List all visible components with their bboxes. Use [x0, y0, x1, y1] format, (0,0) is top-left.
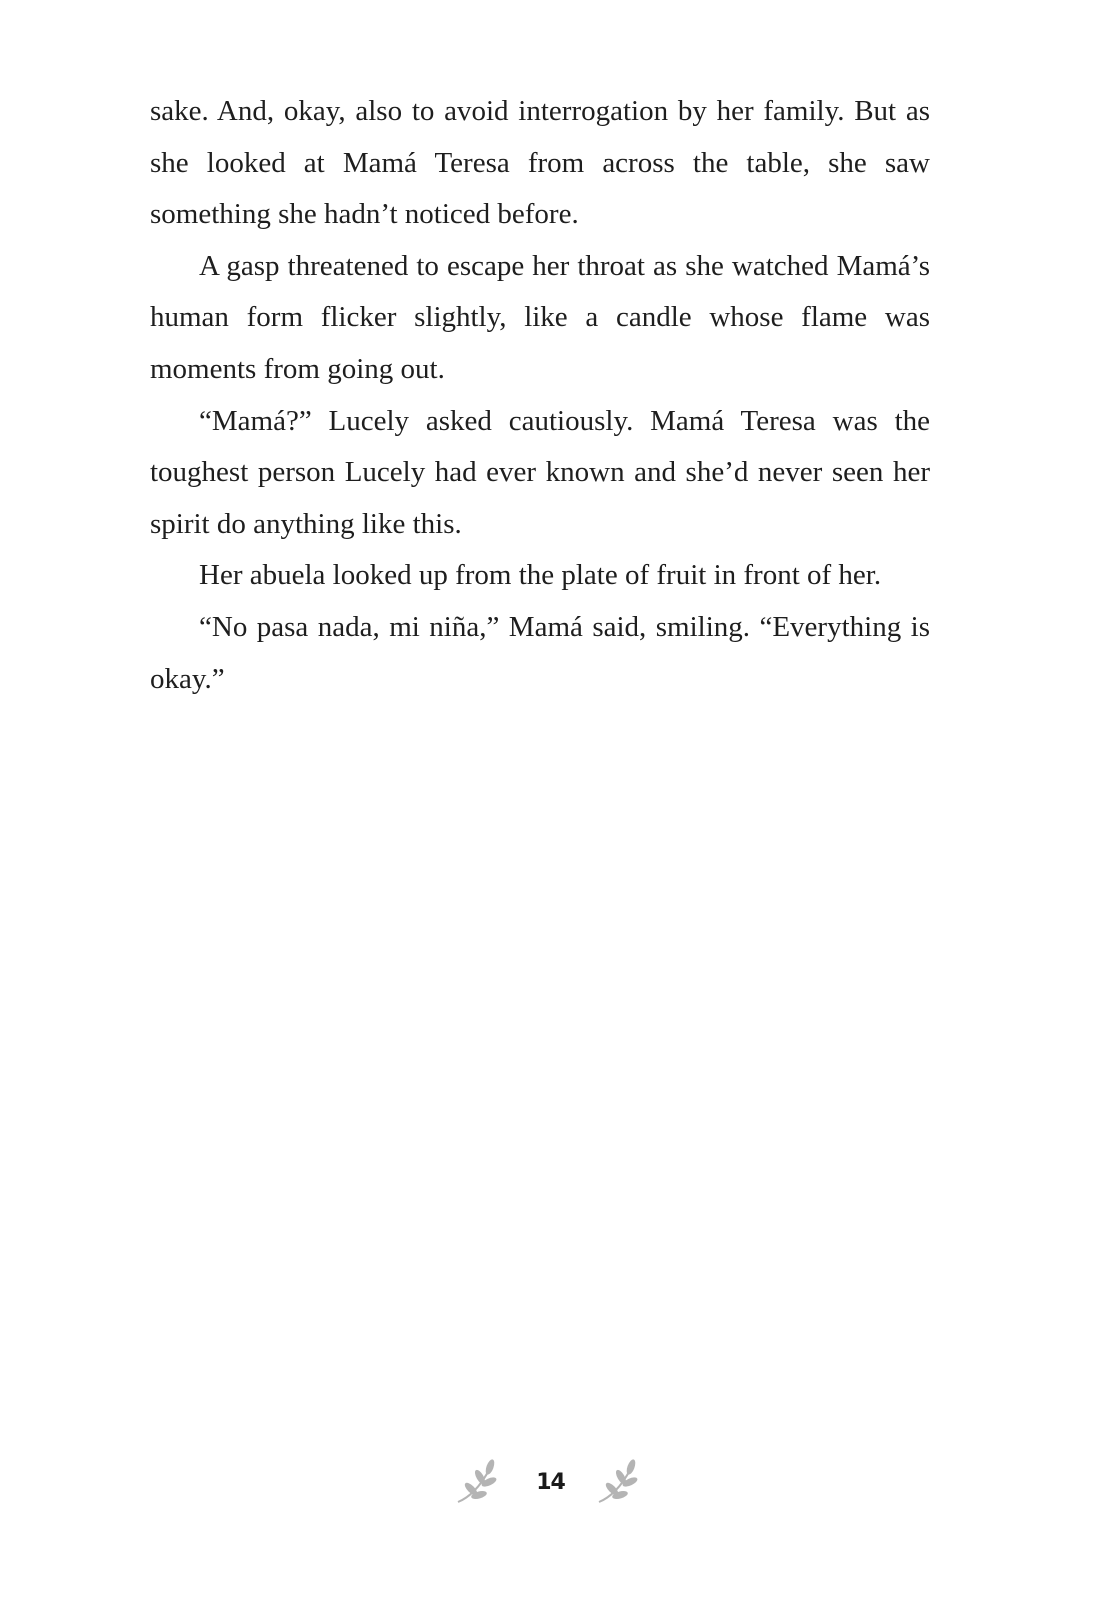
paragraph-gasp: A gasp threatened to escape her throat as she watched Mamá’s human form flicker slightly, like a candle whose flame was moments from going out. [150, 249, 930, 385]
paragraph-dialogue-mama: “Mamá?” Lucely asked cautiously. Mamá Teresa was the toughest person Lucely had ever known and she’d never seen her spirit do anything like this. [150, 404, 930, 540]
body-text [150, 86, 930, 705]
laurel-sprig-icon [595, 1458, 647, 1506]
paragraph-dialogue-reply: “No pasa nada, mi niña,” Mamá said, smiling. “Everything is okay.” [150, 610, 930, 695]
paragraph-abuela: Her abuela looked up from the plate of fruit in front of her. [199, 559, 882, 592]
page-number: 14 [536, 1469, 565, 1495]
laurel-sprig-icon [454, 1458, 506, 1506]
page-footer [0, 1457, 1101, 1507]
paragraph-continuation: sake. And, okay, also to avoid interrogation by her family. But as she looked at Mamá Teresa from across the table, she saw something she hadn’t noticed before. [150, 95, 930, 231]
